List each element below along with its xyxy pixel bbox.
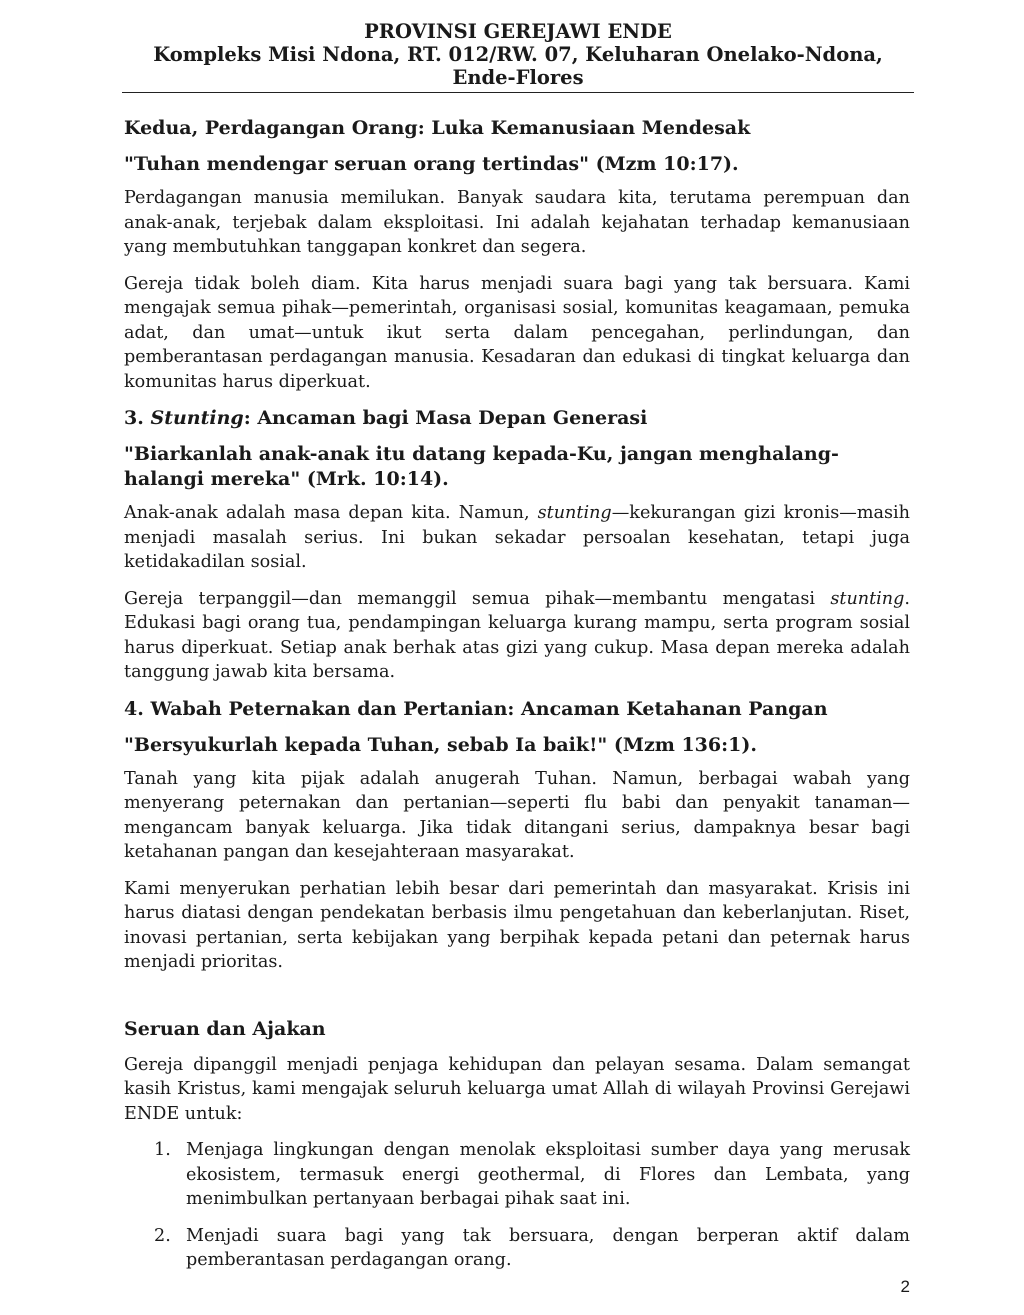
section-heading-call: Seruan dan Ajakan	[124, 1017, 326, 1040]
letterhead-address: Kompleks Misi Ndona, RT. 012/RW. 07, Keluharan Onelako-Ndona,	[153, 43, 883, 66]
heading-text: : Ancaman bagi Masa Depan Generasi	[243, 407, 648, 429]
list-number: 2.	[154, 1225, 171, 1246]
text-run: . Edukasi bagi orang tua, pendampingan keluarga kurang mampu, serta program sosial harus diperkuat. Setiap anak berhak atas gizi yang cukup. Masa depan mereka adalah tanggung jawab kita bersama.	[124, 588, 910, 682]
list-item	[124, 1138, 910, 1212]
text-run: Anak-anak adalah masa depan kita. Namun,	[124, 503, 538, 523]
paragraph: Tanah yang kita pijak adalah anugerah Tuhan. Namun, berbagai wabah yang menyerang peternakan dan pertanian—seperti flu babi dan penyakit tanaman—mengancam banyak keluarga. Jika tidak ditangani serius, dampaknya besar bagi ketahanan pangan dan kesejahteraan masyarakat.	[124, 768, 910, 862]
text-run: Gereja terpanggil—dan memanggil semua pihak—membantu mengatasi	[124, 588, 831, 609]
section-heading-trafficking: Kedua, Perdagangan Orang: Luka Kemanusiaan Mendesak	[124, 117, 751, 139]
list-item-text: Menjaga lingkungan dengan menolak eksploitasi sumber daya yang merusak ekosistem, termasuk energi geothermal, di Flores dan Lembata, yang menimbulkan pertanyaan berbagai pihak saat ini.	[186, 1140, 910, 1209]
heading-term: Stunting	[150, 407, 244, 429]
text-run: —kekurangan gizi kronis—masih menjadi masalah serius. Ini bukan sekadar persoalan kesehatan, tetapi juga ketidakadilan sosial.	[124, 503, 910, 572]
paragraph	[124, 587, 910, 685]
page-number: 2	[900, 1277, 910, 1296]
paragraph: Kami menyerukan perhatian lebih besar dari pemerintah dan masyarakat. Krisis ini harus diatasi dengan pendekatan berbasis ilmu pengetahuan dan keberlanjutan. Riset, inovasi pertanian, serta kebijakan yang berpihak kepada petani dan peternak harus menjadi prioritas.	[124, 878, 910, 972]
section-heading-stunting	[124, 406, 910, 430]
list-item-text: Menjadi suara bagi yang tak bersuara, dengan berperan aktif dalam pemberantasan perdagangan orang.	[186, 1225, 910, 1270]
list-item	[124, 1224, 910, 1273]
call-list	[124, 1138, 910, 1273]
section-heading-food-security: 4. Wabah Peternakan dan Pertanian: Ancaman Ketahanan Pangan	[124, 697, 828, 720]
paragraph	[124, 501, 910, 575]
italic-term: stunting	[537, 503, 612, 523]
paragraph: Gereja dipanggil menjadi penjaga kehidupan dan pelayan sesama. Dalam semangat kasih Kristus, kami mengajak seluruh keluarga umat Allah di wilayah Provinsi Gerejawi ENDE untuk:	[124, 1054, 910, 1124]
section-spacer	[124, 987, 910, 1017]
scripture-quote: "Biarkanlah anak-anak itu datang kepada-Ku, jangan menghalang-halangi mereka" (Mrk. 10:14).	[124, 443, 839, 490]
letterhead-city: Ende-Flores	[452, 66, 584, 89]
italic-term: stunting	[830, 588, 905, 609]
letterhead	[122, 20, 914, 93]
scripture-quote: "Bersyukurlah kepada Tuhan, sebab Ia baik!" (Mzm 136:1).	[124, 733, 757, 756]
list-number: 1.	[154, 1140, 171, 1160]
heading-number: 3.	[124, 407, 144, 429]
letterhead-title: PROVINSI GEREJAWI ENDE	[364, 20, 672, 43]
document-body	[124, 116, 910, 1285]
paragraph: Gereja tidak boleh diam. Kita harus menjadi suara bagi yang tak bersuara. Kami mengajak semua pihak—pemerintah, organisasi sosial, komunitas keagamaan, pemuka adat, dan umat—untuk ikut serta dalam pencegahan, perlindungan, dan pemberantasan perdagangan manusia. Kesadaran dan edukasi di tingkat keluarga dan komunitas harus diperkuat.	[124, 273, 910, 392]
scripture-quote: "Tuhan mendengar seruan orang tertindas" (Mzm 10:17).	[124, 153, 739, 175]
paragraph: Perdagangan manusia memilukan. Banyak saudara kita, terutama perempuan dan anak-anak, terjebak dalam eksploitasi. Ini adalah kejahatan terhadap kemanusiaan yang membutuhkan tanggapan konkret dan segera.	[124, 188, 910, 257]
